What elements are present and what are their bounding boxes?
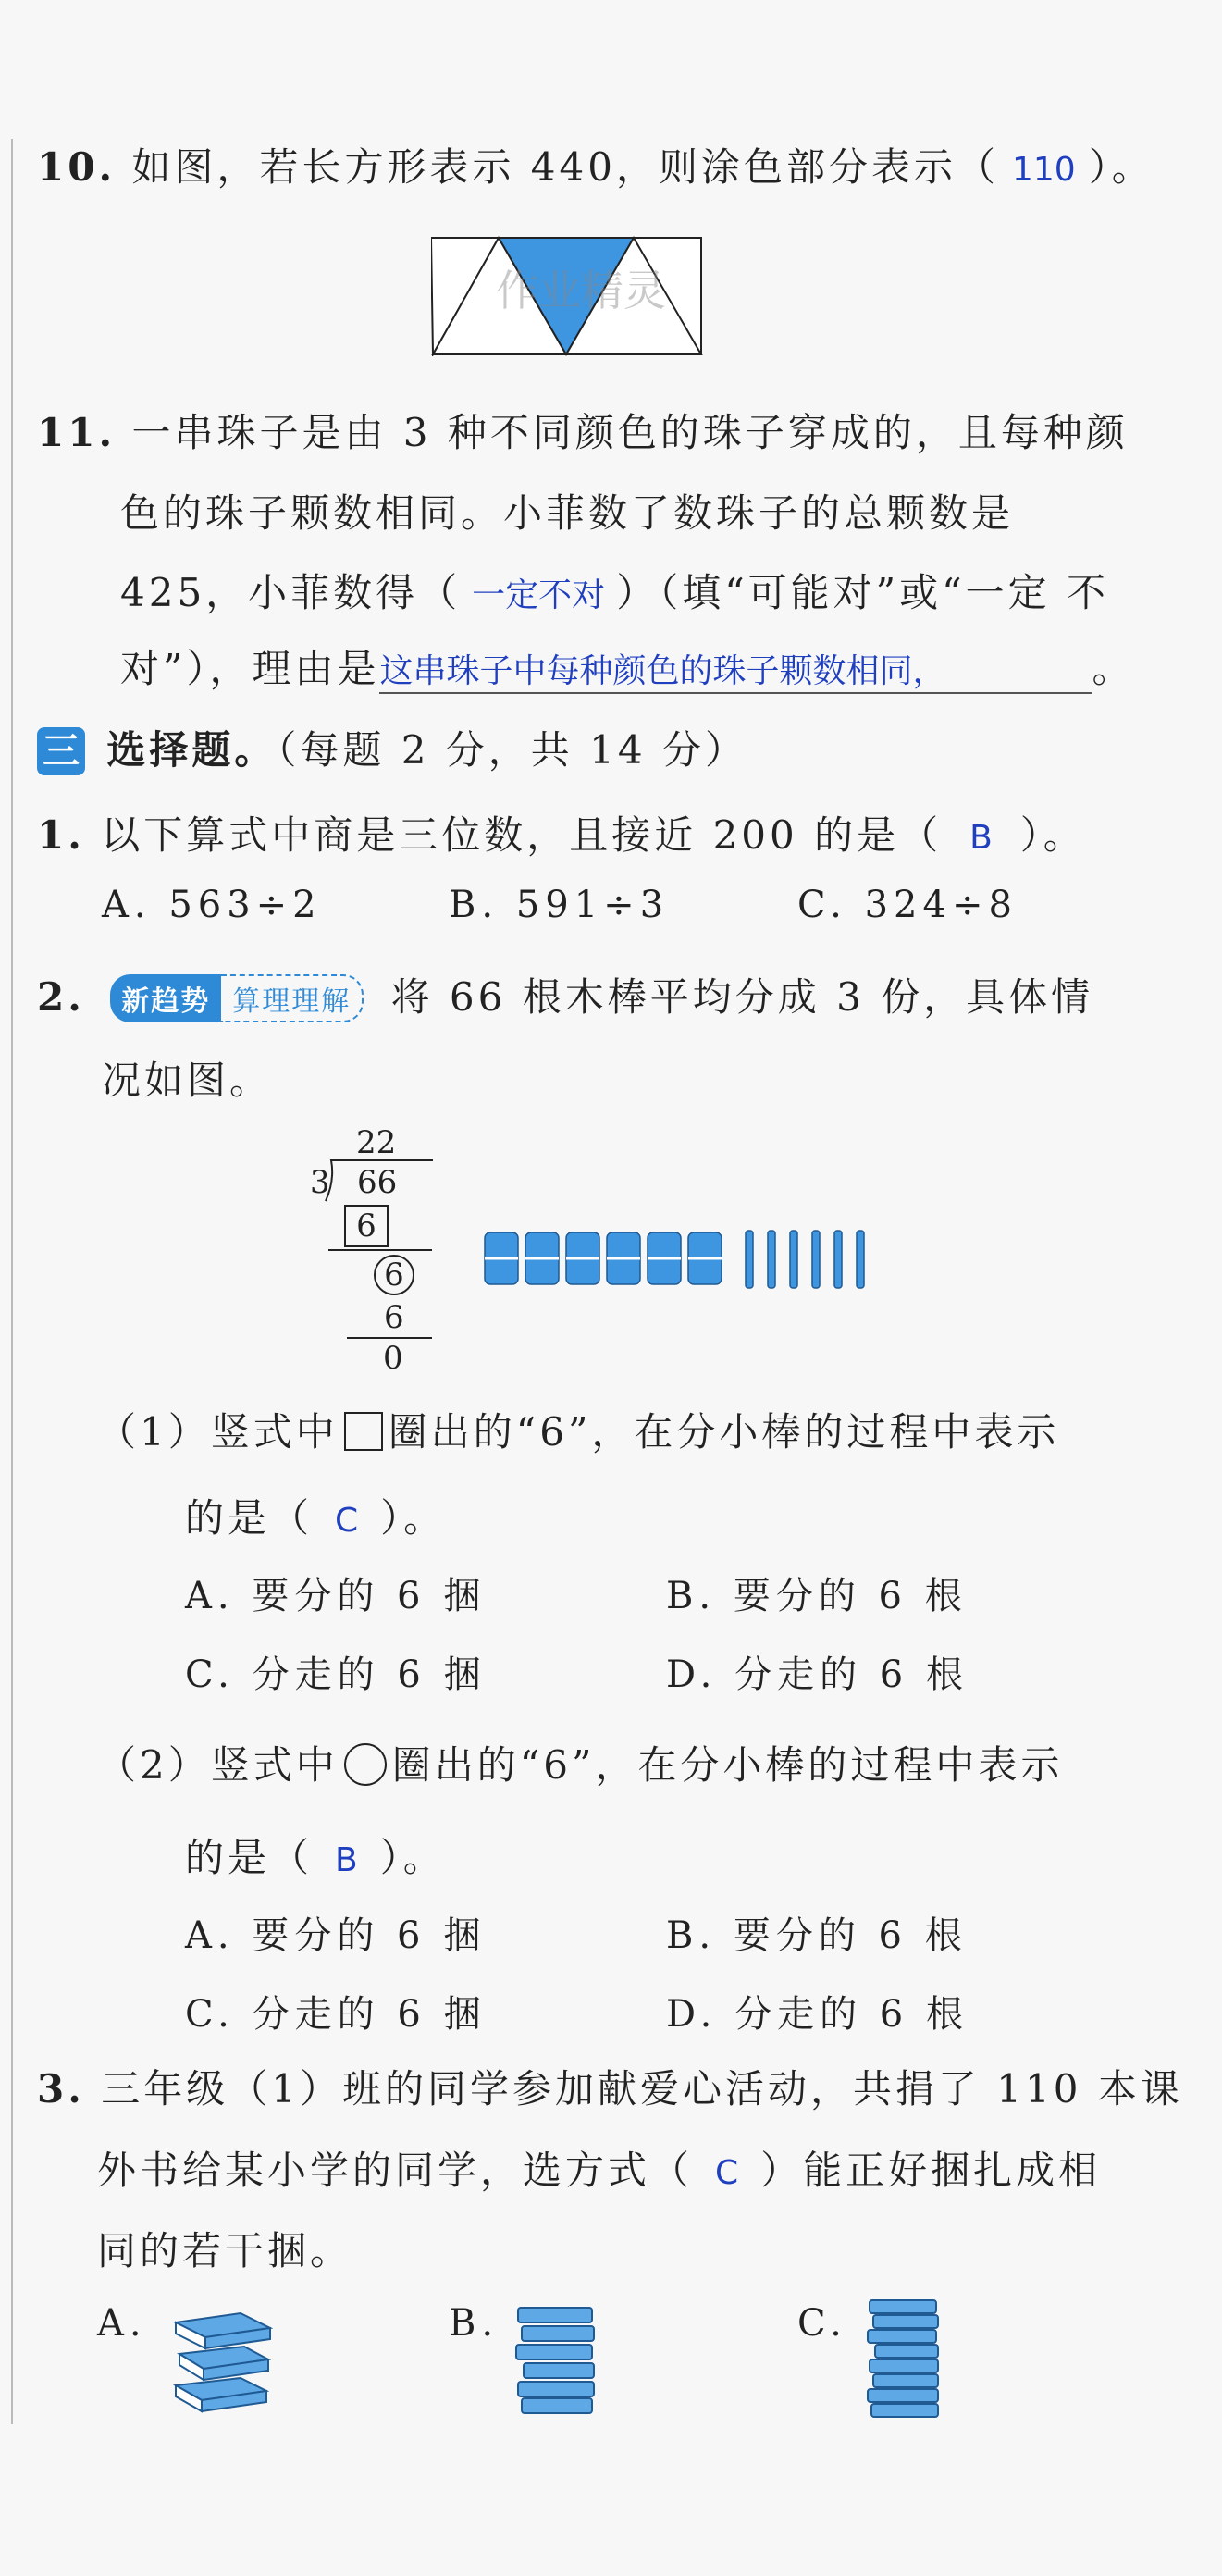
book-stack-c-icon: [860, 2297, 953, 2421]
question-number: 1.: [37, 812, 85, 858]
question-10: [37, 137, 1154, 192]
sticks-illustration: [481, 1221, 907, 1295]
text: 的是（: [185, 1495, 314, 1541]
text: 。: [1092, 646, 1135, 691]
text: 外书给某小学的同学，选方式（: [97, 2148, 694, 2193]
book-stack-b-icon: [511, 2302, 603, 2418]
question-text: 如图，若长方形表示 440，则涂色部分表示（: [131, 144, 999, 190]
choice-1: [37, 805, 1086, 861]
text: ）。: [379, 1835, 446, 1880]
option-c: C. 324÷8: [797, 884, 1018, 926]
sub-question-1: [97, 1402, 1059, 1457]
sub-question-2-line2: [185, 1827, 446, 1883]
option-d: D. 分走的 6 根: [666, 1653, 969, 1696]
choice-2-line1: [37, 967, 1093, 1022]
answer: C: [715, 2154, 739, 2192]
answer: B: [335, 1841, 358, 1879]
answer: 一定不对: [472, 576, 606, 614]
option-b: B.: [449, 2302, 500, 2345]
section-note: （每题 2 分，共 14 分）: [277, 727, 747, 773]
divisor: 3: [310, 1164, 330, 1201]
option-c: C. 分走的 6 捆: [185, 1993, 487, 2036]
bundle-icon: [607, 1232, 640, 1284]
answer: C: [335, 1502, 359, 1540]
section-badge: 三: [37, 727, 85, 775]
sub-question-2: [97, 1735, 1063, 1790]
question-text: 以下算式中商是三位数，且接近 200 的是（: [101, 812, 943, 858]
question-text: 一串珠子是由 3 种不同颜色的珠子穿成的，且每种颜: [131, 410, 1129, 455]
text: ）。: [380, 1495, 447, 1541]
text: 425，小菲数得（: [120, 570, 462, 615]
dividend: 66: [357, 1164, 398, 1201]
step-6: 6: [384, 1299, 404, 1336]
option-a: A. 563÷2: [102, 884, 322, 926]
bundles: [485, 1232, 722, 1284]
text: ）（填“可能对”或“一定 不: [616, 570, 1109, 615]
option-c: C.: [797, 2302, 847, 2345]
division-line-2: [347, 1337, 432, 1339]
choice-3-line1: [37, 2059, 1183, 2114]
text: 圈出的“6”，在分小棒的过程中表示: [388, 1409, 1060, 1455]
answer: 110: [1011, 151, 1076, 189]
choice-2-line2: 况如图。: [102, 1058, 273, 1103]
option-a: A. 要分的 6 捆: [185, 1914, 487, 1957]
question-text: 将 66 根木棒平均分成 3 份，具体情: [390, 974, 1094, 1020]
watermark: 作业精灵: [496, 266, 666, 316]
text: ）能正好捆扎成相: [760, 2148, 1102, 2193]
bundle-icon: [525, 1232, 559, 1284]
remainder: 0: [383, 1340, 403, 1377]
rectangle-triangle-figure: [431, 236, 703, 356]
single-sticks: [746, 1231, 864, 1288]
question-11-line2: 色的珠子颗数相同。小菲数了数珠子的总颗数是: [120, 490, 1015, 536]
section-3-header: [37, 720, 747, 775]
bundle-icon: [688, 1232, 722, 1284]
text: 的是（: [185, 1835, 314, 1880]
choice-3-line3: 同的若干捆。: [97, 2228, 353, 2273]
book-stack-a-icon: [167, 2304, 278, 2415]
section-title: 选择题。: [106, 727, 278, 773]
circle-symbol: [344, 1743, 387, 1786]
text: 竖式中: [210, 1409, 339, 1455]
option-c: C. 分走的 6 捆: [185, 1653, 487, 1696]
circled-6: 6: [374, 1255, 414, 1295]
bundle-icon: [485, 1232, 518, 1284]
question-number: 11.: [37, 410, 117, 455]
bundle-icon: [566, 1232, 599, 1284]
question-text-end: ）。: [1088, 144, 1154, 190]
boxed-6: 6: [344, 1205, 389, 1247]
text: 竖式中: [210, 1742, 339, 1788]
division-line-1: [328, 1249, 432, 1251]
option-b: B. 要分的 6 根: [666, 1914, 968, 1957]
text: ）。: [1019, 812, 1086, 858]
question-text: 三年级（1）班的同学参加献爱心活动，共捐了 110 本课: [101, 2066, 1183, 2112]
answer: B: [969, 819, 993, 857]
text: 圈出的“6”，在分小棒的过程中表示: [391, 1742, 1064, 1788]
choice-3-line2: [97, 2140, 1101, 2196]
option-b: B. 要分的 6 根: [666, 1575, 968, 1617]
quotient: 22: [356, 1124, 397, 1161]
bundle-icon: [648, 1232, 681, 1284]
question-number: 10.: [37, 144, 117, 190]
topic-tag: 算理理解: [221, 974, 364, 1022]
trend-tag: 新趋势: [110, 974, 221, 1022]
sub-question-1-line2: [185, 1488, 446, 1543]
question-11-line1: [37, 402, 1129, 458]
option-b: B. 591÷3: [449, 884, 670, 926]
square-symbol: [344, 1412, 383, 1451]
margin-rule: [11, 139, 13, 2424]
answer: 这串珠子中每种颜色的珠子颗数相同，: [379, 652, 946, 690]
option-d: D. 分走的 6 根: [666, 1993, 969, 2036]
sub-label: （1）: [97, 1409, 211, 1455]
answer-line: [379, 645, 1092, 694]
text: 对”），理由是: [120, 646, 380, 691]
sub-label: （2）: [97, 1742, 211, 1788]
option-a: A.: [97, 2302, 147, 2345]
question-number: 2.: [37, 974, 85, 1020]
question-11-line4: [120, 638, 1135, 694]
question-11-line3: [120, 563, 1109, 618]
option-a: A. 要分的 6 捆: [185, 1575, 487, 1617]
question-number: 3.: [37, 2066, 85, 2112]
